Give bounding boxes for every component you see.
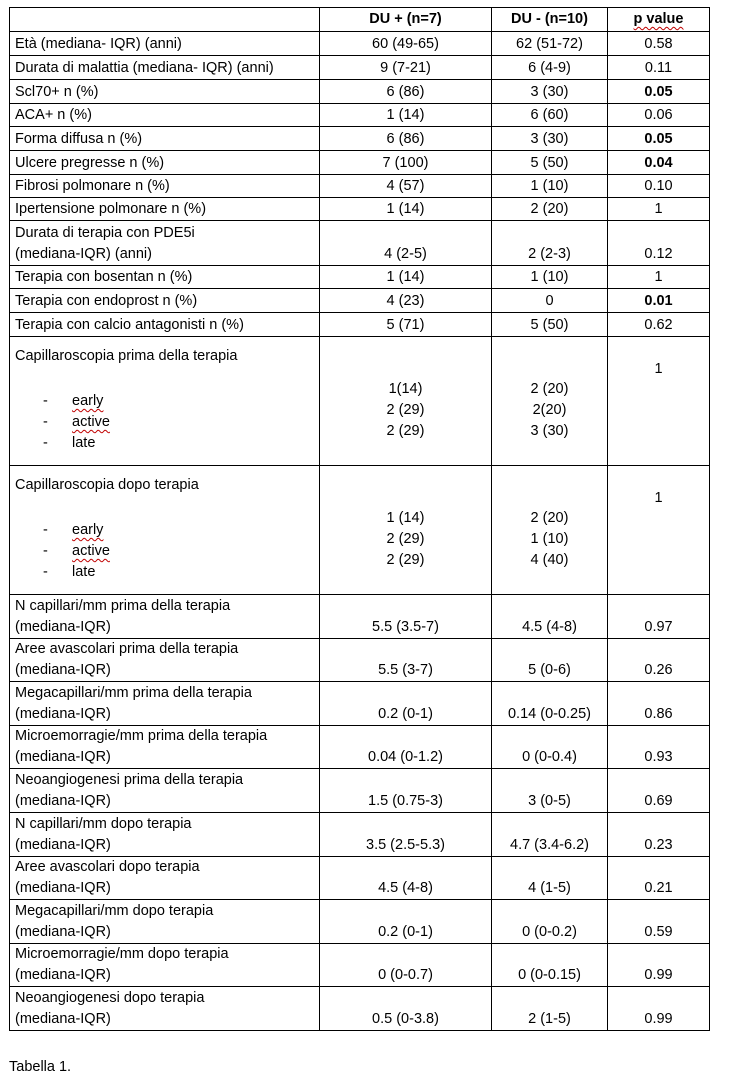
row-label-text: Terapia con bosentan n (%) — [15, 269, 193, 285]
bullet-marker: - — [43, 543, 48, 559]
table-row — [10, 812, 710, 856]
du-pos-value: 1 (14) — [320, 104, 492, 127]
row-label-text: Megacapillari/mm prima della terapia — [15, 684, 252, 701]
header-label — [10, 8, 320, 32]
du-neg-value: 2 (2-3) — [492, 221, 608, 266]
capillaroscopy-row — [10, 466, 710, 595]
bullet-marker: - — [43, 564, 48, 580]
p-value: 0.05 — [608, 80, 710, 104]
stage-value: 2 (29) — [386, 531, 425, 547]
du-pos-value: 3.5 (2.5-5.3) — [320, 812, 492, 856]
du-neg-value: 62 (51-72) — [492, 32, 608, 56]
header-du-neg: DU - (n=10) — [492, 8, 608, 32]
table-row — [10, 856, 710, 900]
row-label-subtext: (mediana-IQR) — [15, 662, 111, 679]
table-row — [10, 682, 710, 726]
du-neg-value: 0 (0-0.2) — [492, 900, 608, 944]
stage-name: late — [72, 435, 96, 451]
du-neg-value: 5 (0-6) — [492, 638, 608, 682]
table-row — [10, 127, 710, 151]
row-label — [10, 943, 320, 987]
p-value: 1 — [608, 337, 710, 466]
du-neg-value: 1 (10) — [492, 175, 608, 198]
row-label-subtext: (mediana-IQR) — [15, 836, 111, 853]
row-label — [10, 266, 320, 289]
p-value: 0.10 — [608, 175, 710, 198]
du-neg-value: 4 (1-5) — [492, 856, 608, 900]
p-value: 0.69 — [608, 769, 710, 813]
p-value: 0.99 — [608, 943, 710, 987]
p-value: 0.12 — [608, 221, 710, 266]
stage-name: early — [72, 393, 104, 409]
row-label-text: Durata di malattia (mediana- IQR) (anni) — [15, 60, 274, 76]
row-label-text: Ipertensione polmonare n (%) — [15, 201, 207, 217]
table-row — [10, 943, 710, 987]
p-value: 1 — [608, 266, 710, 289]
du-pos-value: 1 (14) — [320, 266, 492, 289]
p-value: 0.11 — [608, 56, 710, 80]
p-value: 0.59 — [608, 900, 710, 944]
row-label-text: N capillari/mm dopo terapia — [15, 815, 192, 832]
p-value: 0.93 — [608, 725, 710, 769]
p-value: 0.99 — [608, 987, 710, 1031]
du-pos-value: 0.04 (0-1.2) — [320, 725, 492, 769]
table-row — [10, 198, 710, 221]
p-value: 0.58 — [608, 32, 710, 56]
row-label-text: Scl70+ n (%) — [15, 84, 99, 100]
row-label-subtext: (mediana-IQR) — [15, 618, 111, 635]
du-pos-value: 0.2 (0-1) — [320, 900, 492, 944]
p-value: 0.62 — [608, 313, 710, 337]
du-neg-value: 4.5 (4-8) — [492, 595, 608, 639]
row-label-subtext: (mediana-IQR) — [15, 1010, 111, 1027]
row-label-text: Ulcere pregresse n (%) — [15, 155, 165, 171]
bullet-marker: - — [43, 522, 48, 538]
row-label-text: Durata di terapia con PDE5i — [15, 225, 195, 241]
row-label-subtext: (mediana-IQR) — [15, 749, 111, 766]
row-label-text: Microemorragie/mm prima della terapia — [15, 728, 268, 745]
du-pos-value: 0.2 (0-1) — [320, 682, 492, 726]
row-label-text: Aree avascolari prima della terapia — [15, 641, 239, 658]
p-value: 0.97 — [608, 595, 710, 639]
table-row — [10, 221, 710, 266]
du-pos-value: 5 (71) — [320, 313, 492, 337]
du-pos-value: 0 (0-0.7) — [320, 943, 492, 987]
row-label-text: Capillaroscopia prima della terapia — [15, 348, 238, 364]
p-value: 0.21 — [608, 856, 710, 900]
row-label-subtext: (mediana-IQR) — [15, 792, 111, 809]
results-table — [9, 7, 710, 1031]
row-label — [10, 987, 320, 1031]
row-label-text: Forma diffusa n (%) — [15, 131, 143, 147]
row-label-subtext: (mediana-IQR) (anni) — [15, 246, 152, 262]
row-label — [10, 198, 320, 221]
du-neg-value: 2 (1-5) — [492, 987, 608, 1031]
du-neg-value: 4.7 (3.4-6.2) — [492, 812, 608, 856]
header-row — [10, 8, 710, 32]
bullet-marker: - — [43, 393, 48, 409]
table-row — [10, 725, 710, 769]
row-label-subtext: (mediana-IQR) — [15, 705, 111, 722]
stage-value: 2 (20) — [530, 510, 569, 526]
stage-value: 2 (29) — [386, 552, 425, 568]
row-label-text: Microemorragie/mm dopo terapia — [15, 946, 229, 963]
row-label — [10, 175, 320, 198]
row-label — [10, 80, 320, 104]
stage-value: 4 (40) — [530, 552, 569, 568]
row-label-text: Neoangiogenesi prima della terapia — [15, 771, 244, 788]
stage-value: 1 (14) — [386, 510, 425, 526]
row-label — [10, 466, 320, 595]
du-neg-value: 0.14 (0-0.25) — [492, 682, 608, 726]
bullet-marker: - — [43, 435, 48, 451]
row-label — [10, 289, 320, 313]
du-pos-value: 1 (14) — [320, 198, 492, 221]
row-label — [10, 32, 320, 56]
du-neg-value: 5 (50) — [492, 313, 608, 337]
stage-value: 2 (29) — [386, 423, 425, 439]
p-value: 0.26 — [608, 638, 710, 682]
table-row — [10, 80, 710, 104]
du-neg-value: 0 — [492, 289, 608, 313]
table-row — [10, 900, 710, 944]
p-value: 1 — [608, 466, 710, 595]
p-value: 0.06 — [608, 104, 710, 127]
du-pos-value: 4.5 (4-8) — [320, 856, 492, 900]
du-pos-value: 0.5 (0-3.8) — [320, 987, 492, 1031]
du-neg-value: 6 (4-9) — [492, 56, 608, 80]
du-pos-value: 1.5 (0.75-3) — [320, 769, 492, 813]
table-row — [10, 987, 710, 1031]
stage-value: 1(14) — [388, 381, 423, 397]
table-row — [10, 595, 710, 639]
table-row — [10, 266, 710, 289]
stage-value: 1 (10) — [530, 531, 569, 547]
du-neg-value: 5 (50) — [492, 151, 608, 175]
stage-name: late — [72, 564, 96, 580]
du-neg-value: 0 (0-0.15) — [492, 943, 608, 987]
bullet-marker: - — [43, 414, 48, 430]
row-label — [10, 127, 320, 151]
table-row — [10, 56, 710, 80]
table-caption: Tabella 1. — [9, 1059, 72, 1075]
row-label-subtext: (mediana-IQR) — [15, 967, 111, 984]
p-value: 0.01 — [608, 289, 710, 313]
row-label-text: Terapia con calcio antagonisti n (%) — [15, 317, 244, 333]
du-neg-value: 6 (60) — [492, 104, 608, 127]
stage-name: active — [72, 543, 110, 559]
row-label — [10, 595, 320, 639]
table-row — [10, 151, 710, 175]
stage-item — [15, 412, 314, 433]
table-row — [10, 769, 710, 813]
p-value: 0.86 — [608, 682, 710, 726]
row-label-text: Età (mediana- IQR) (anni) — [15, 36, 182, 52]
p-value: 1 — [608, 198, 710, 221]
capillaroscopy-row — [10, 337, 710, 466]
du-pos-value: 6 (86) — [320, 80, 492, 104]
row-label — [10, 56, 320, 80]
row-label — [10, 337, 320, 466]
stage-item — [15, 433, 314, 454]
stage-item — [15, 562, 314, 583]
du-pos-value: 9 (7-21) — [320, 56, 492, 80]
row-label — [10, 221, 320, 266]
du-pos-value: 4 (2-5) — [320, 221, 492, 266]
row-label — [10, 682, 320, 726]
stage-value: 2 (20) — [530, 381, 569, 397]
du-neg-values — [492, 466, 608, 595]
du-neg-value: 0 (0-0.4) — [492, 725, 608, 769]
row-label-subtext: (mediana-IQR) — [15, 923, 111, 940]
table-row — [10, 638, 710, 682]
du-pos-value: 5.5 (3-7) — [320, 638, 492, 682]
stage-value: 3 (30) — [530, 423, 569, 439]
stage-value: 2 (29) — [386, 402, 425, 418]
stage-name: early — [72, 522, 104, 538]
header-p-value: p value — [608, 8, 710, 32]
du-pos-value: 6 (86) — [320, 127, 492, 151]
du-pos-value: 60 (49-65) — [320, 32, 492, 56]
row-label — [10, 725, 320, 769]
stage-item — [15, 391, 314, 412]
row-label-text: ACA+ n (%) — [15, 107, 92, 123]
p-value: 0.05 — [608, 127, 710, 151]
header-du-pos: DU + (n=7) — [320, 8, 492, 32]
du-pos-values — [320, 466, 492, 595]
row-label-text: Neoangiogenesi dopo terapia — [15, 989, 205, 1006]
stage-item — [15, 541, 314, 562]
p-value: 0.23 — [608, 812, 710, 856]
du-pos-value: 5.5 (3.5-7) — [320, 595, 492, 639]
table-row — [10, 104, 710, 127]
row-label — [10, 104, 320, 127]
du-neg-value: 3 (30) — [492, 80, 608, 104]
stage-value: 2(20) — [532, 402, 567, 418]
row-label — [10, 151, 320, 175]
row-label — [10, 313, 320, 337]
p-value: 0.04 — [608, 151, 710, 175]
row-label-text: Capillaroscopia dopo terapia — [15, 477, 199, 493]
du-pos-values — [320, 337, 492, 466]
du-neg-value: 1 (10) — [492, 266, 608, 289]
du-pos-value: 4 (23) — [320, 289, 492, 313]
table-row — [10, 32, 710, 56]
row-label — [10, 638, 320, 682]
du-pos-value: 7 (100) — [320, 151, 492, 175]
du-neg-values — [492, 337, 608, 466]
row-label-text: Megacapillari/mm dopo terapia — [15, 902, 214, 919]
du-neg-value: 3 (0-5) — [492, 769, 608, 813]
row-label-text: Fibrosi polmonare n (%) — [15, 178, 170, 194]
row-label-text: Aree avascolari dopo terapia — [15, 859, 200, 876]
table-row — [10, 313, 710, 337]
row-label-text: N capillari/mm prima della terapia — [15, 597, 231, 614]
row-label-text: Terapia con endoprost n (%) — [15, 293, 198, 309]
du-neg-value: 3 (30) — [492, 127, 608, 151]
stage-name: active — [72, 414, 110, 430]
table-row — [10, 175, 710, 198]
du-neg-value: 2 (20) — [492, 198, 608, 221]
row-label — [10, 856, 320, 900]
table-row — [10, 289, 710, 313]
du-pos-value: 4 (57) — [320, 175, 492, 198]
row-label-subtext: (mediana-IQR) — [15, 880, 111, 897]
row-label — [10, 769, 320, 813]
row-label — [10, 900, 320, 944]
row-label — [10, 812, 320, 856]
stage-item — [15, 520, 314, 541]
